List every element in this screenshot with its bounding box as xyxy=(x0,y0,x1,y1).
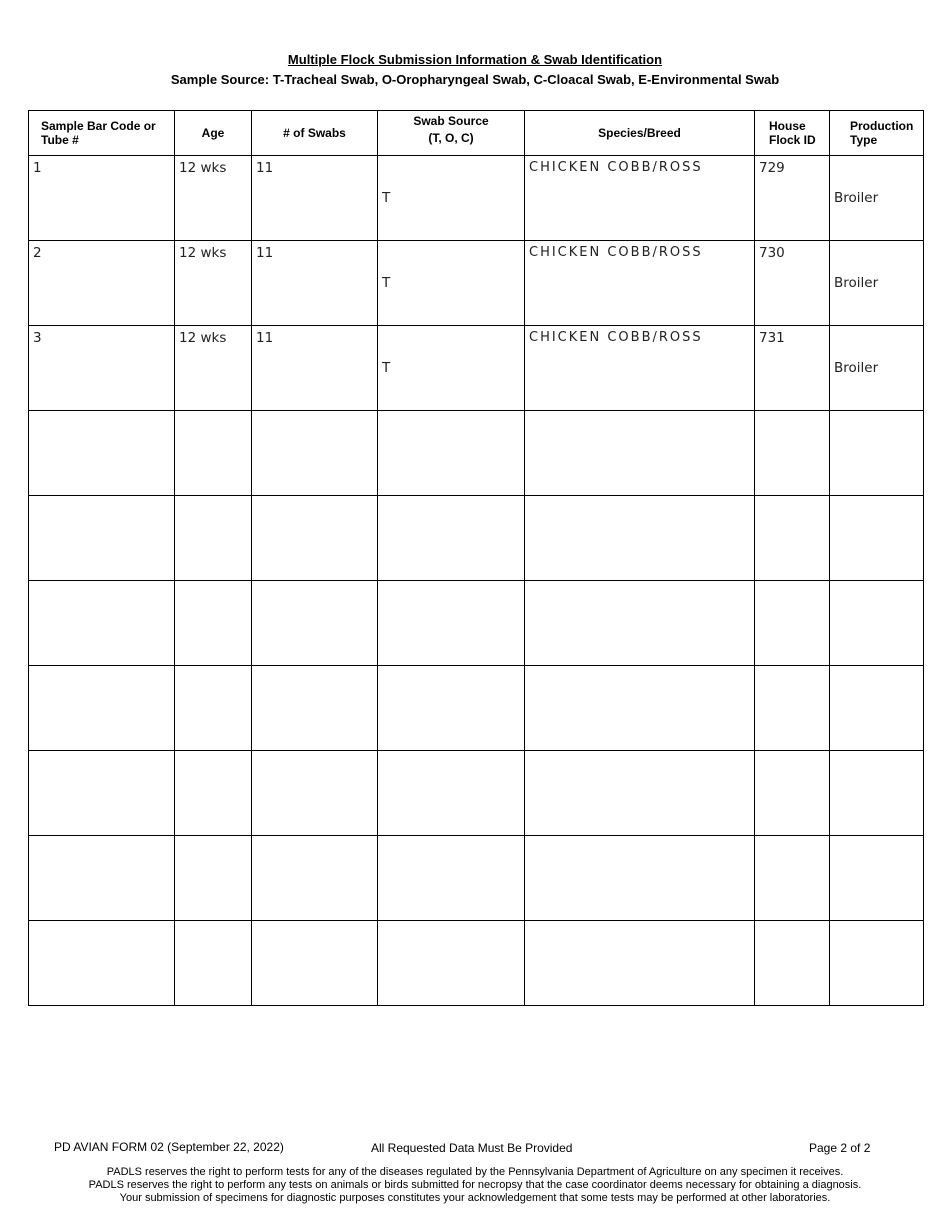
cell-species[interactable] xyxy=(525,921,755,1006)
cell-source[interactable] xyxy=(378,836,525,921)
cell-swabs[interactable] xyxy=(252,836,378,921)
cell-value: 12 wks xyxy=(179,330,227,346)
cell-flock-id[interactable] xyxy=(755,326,830,411)
disclaimer-line: PADLS reserves the right to perform tests for any of the diseases regulated by the Pennsylvania Department of Agriculture on any specimen it receives. xyxy=(106,1166,844,1178)
table-row xyxy=(29,156,924,241)
cell-source[interactable] xyxy=(378,411,525,496)
cell-age[interactable] xyxy=(175,581,252,666)
cell-production[interactable] xyxy=(830,241,924,326)
cell-value: 12 wks xyxy=(179,160,227,176)
cell-production[interactable] xyxy=(830,581,924,666)
col-header-source: Swab Source (T, O, C) xyxy=(378,111,525,156)
cell-flock-id[interactable] xyxy=(755,666,830,751)
cell-tube[interactable] xyxy=(29,326,175,411)
cell-source[interactable] xyxy=(378,156,525,241)
col-header-age: Age xyxy=(175,111,252,156)
cell-tube[interactable] xyxy=(29,411,175,496)
cell-production[interactable] xyxy=(830,836,924,921)
sample-source-legend: Sample Source: T-Tracheal Swab, O-Oropharyngeal Swab, C-Cloacal Swab, E-Environmental Swab xyxy=(170,72,780,87)
cell-tube[interactable] xyxy=(29,751,175,836)
cell-value: 731 xyxy=(759,330,785,346)
cell-value: 11 xyxy=(256,160,274,176)
table-row xyxy=(29,751,924,836)
form-title xyxy=(0,52,950,67)
cell-value: 729 xyxy=(759,160,785,176)
disclaimer xyxy=(0,1166,950,1205)
cell-species[interactable] xyxy=(525,411,755,496)
cell-production[interactable] xyxy=(830,496,924,581)
cell-value: CHICKEN COBB/ROSS xyxy=(529,245,703,260)
cell-production[interactable] xyxy=(830,326,924,411)
cell-swabs[interactable] xyxy=(252,666,378,751)
form-title-text: Multiple Flock Submission Information & Swab Identification xyxy=(287,52,663,67)
cell-tube[interactable] xyxy=(29,666,175,751)
col-header-swabs: # of Swabs xyxy=(252,111,378,156)
cell-value: 2 xyxy=(33,245,42,261)
cell-swabs[interactable] xyxy=(252,411,378,496)
cell-flock-id[interactable] xyxy=(755,836,830,921)
cell-value: 1 xyxy=(33,160,42,176)
cell-production[interactable] xyxy=(830,921,924,1006)
cell-age[interactable] xyxy=(175,156,252,241)
disclaimer-line: Your submission of specimens for diagnostic purposes constitutes your acknowledgement that some tests may be performed at other laboratories. xyxy=(119,1192,831,1204)
cell-age[interactable] xyxy=(175,326,252,411)
cell-tube[interactable] xyxy=(29,836,175,921)
cell-species[interactable] xyxy=(525,751,755,836)
cell-flock-id[interactable] xyxy=(755,411,830,496)
cell-production[interactable] xyxy=(830,666,924,751)
cell-swabs[interactable] xyxy=(252,581,378,666)
cell-value: Broiler xyxy=(834,360,879,376)
cell-value: CHICKEN COBB/ROSS xyxy=(529,160,703,175)
cell-value: Broiler xyxy=(834,275,879,291)
table-row xyxy=(29,921,924,1006)
cell-swabs[interactable] xyxy=(252,496,378,581)
cell-flock-id[interactable] xyxy=(755,751,830,836)
cell-value: T xyxy=(382,360,391,376)
cell-age[interactable] xyxy=(175,241,252,326)
cell-tube[interactable] xyxy=(29,156,175,241)
cell-tube[interactable] xyxy=(29,241,175,326)
cell-age[interactable] xyxy=(175,921,252,1006)
table-row xyxy=(29,666,924,751)
cell-tube[interactable] xyxy=(29,921,175,1006)
cell-source[interactable] xyxy=(378,496,525,581)
cell-source[interactable] xyxy=(378,666,525,751)
cell-swabs[interactable] xyxy=(252,751,378,836)
page-number: Page 2 of 2 xyxy=(809,1141,871,1155)
table-row xyxy=(29,241,924,326)
cell-species[interactable] xyxy=(525,326,755,411)
cell-species[interactable] xyxy=(525,496,755,581)
col-header-production: Production Type xyxy=(830,111,924,156)
table-header-row xyxy=(29,111,924,156)
cell-tube[interactable] xyxy=(29,581,175,666)
table-row xyxy=(29,496,924,581)
cell-value: 11 xyxy=(256,330,274,346)
cell-age[interactable] xyxy=(175,836,252,921)
cell-value: 730 xyxy=(759,245,785,261)
cell-flock-id[interactable] xyxy=(755,156,830,241)
cell-species[interactable] xyxy=(525,581,755,666)
cell-age[interactable] xyxy=(175,751,252,836)
cell-species[interactable] xyxy=(525,836,755,921)
cell-species[interactable] xyxy=(525,666,755,751)
cell-value: CHICKEN COBB/ROSS xyxy=(529,330,703,345)
cell-source[interactable] xyxy=(378,751,525,836)
cell-source[interactable] xyxy=(378,921,525,1006)
cell-value: T xyxy=(382,275,391,291)
cell-production[interactable] xyxy=(830,156,924,241)
cell-tube[interactable] xyxy=(29,496,175,581)
cell-value: 3 xyxy=(33,330,42,346)
cell-value: 12 wks xyxy=(179,245,227,261)
cell-swabs[interactable] xyxy=(252,326,378,411)
col-header-tube: Sample Bar Code or Tube # xyxy=(29,111,175,156)
cell-swabs[interactable] xyxy=(252,921,378,1006)
cell-age[interactable] xyxy=(175,666,252,751)
cell-swabs[interactable] xyxy=(252,156,378,241)
cell-source[interactable] xyxy=(378,326,525,411)
table-row xyxy=(29,581,924,666)
cell-production[interactable] xyxy=(830,751,924,836)
col-header-flock-id: House Flock ID xyxy=(755,111,830,156)
cell-flock-id[interactable] xyxy=(755,921,830,1006)
cell-source[interactable] xyxy=(378,241,525,326)
col-header-species: Species/Breed xyxy=(525,111,755,156)
cell-species[interactable] xyxy=(525,156,755,241)
table-row xyxy=(29,836,924,921)
cell-source[interactable] xyxy=(378,581,525,666)
submission-table xyxy=(28,110,924,1006)
table-row xyxy=(29,411,924,496)
cell-production[interactable] xyxy=(830,411,924,496)
cell-age[interactable] xyxy=(175,411,252,496)
cell-species[interactable] xyxy=(525,241,755,326)
cell-flock-id[interactable] xyxy=(755,241,830,326)
cell-value: 11 xyxy=(256,245,274,261)
table-row xyxy=(29,326,924,411)
cell-flock-id[interactable] xyxy=(755,496,830,581)
cell-value: T xyxy=(382,190,391,206)
disclaimer-line: PADLS reserves the right to perform any tests on animals or birds submitted for necropsy that the case coordinator deems necessary for obtaining a diagnosis. xyxy=(88,1179,862,1191)
required-notice: All Requested Data Must Be Provided xyxy=(371,1141,573,1155)
cell-value: Broiler xyxy=(834,190,879,206)
cell-swabs[interactable] xyxy=(252,241,378,326)
cell-flock-id[interactable] xyxy=(755,581,830,666)
cell-age[interactable] xyxy=(175,496,252,581)
form-id: PD AVIAN FORM 02 (September 22, 2022) xyxy=(54,1140,284,1154)
